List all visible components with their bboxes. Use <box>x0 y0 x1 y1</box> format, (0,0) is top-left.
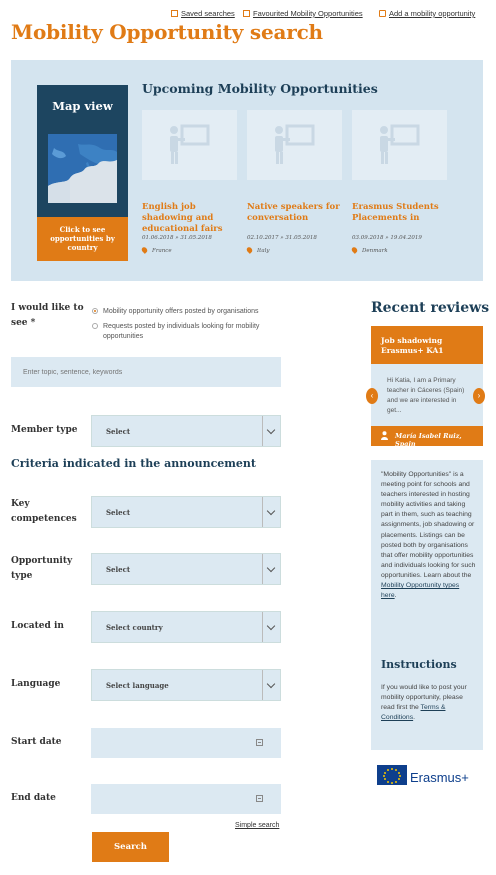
chevron-right-icon[interactable]: › <box>473 388 485 404</box>
terms-link[interactable]: Terms & Conditions <box>381 704 446 722</box>
opportunity-country: Italy <box>247 247 270 254</box>
opportunity-card-3[interactable] <box>352 110 447 254</box>
calendar-icon[interactable] <box>256 739 263 746</box>
end-date-input[interactable] <box>91 784 281 814</box>
presentation-icon <box>142 110 237 180</box>
radio-offers[interactable]: Mobility opportunity offers posted by organisations <box>92 307 292 317</box>
review-title[interactable]: Job shadowing Erasmus+ KA1 <box>371 326 483 364</box>
opportunity-title[interactable]: Erasmus Students Placements in <box>352 202 439 223</box>
member-type-select[interactable]: Select <box>91 415 281 447</box>
chevron-down-icon <box>262 497 280 527</box>
radio-button[interactable] <box>92 323 98 329</box>
criteria-heading: Criteria indicated in the announcement <box>11 457 256 470</box>
upcoming-banner <box>11 60 483 281</box>
map-cta-button[interactable]: Click to see opportunities by country <box>37 217 128 261</box>
end-date-label: End date <box>11 793 56 803</box>
map-view-title: Map view <box>52 99 113 113</box>
location-pin-icon <box>246 246 254 254</box>
opportunity-card-2[interactable] <box>247 110 342 254</box>
simple-search-link[interactable]: Simple search <box>235 822 280 829</box>
chevron-down-icon <box>262 612 280 642</box>
calendar-icon[interactable] <box>256 795 263 802</box>
presentation-icon <box>247 110 342 180</box>
key-competences-label: Key competences <box>11 499 77 524</box>
europe-map-image <box>48 134 117 203</box>
opportunity-types-link[interactable]: Mobility Opportunity types here <box>381 582 460 600</box>
chevron-down-icon <box>262 670 280 700</box>
review-author: María Isabel Ruiz, Spain <box>371 426 483 446</box>
add-opportunity-link[interactable]: Add a mobility opportunity <box>379 9 475 18</box>
search-button[interactable]: Search <box>92 832 169 862</box>
edit-icon <box>379 10 386 17</box>
radio-requests[interactable]: Requests posted by individuals looking for mobility opportunities <box>92 322 272 342</box>
opportunity-dates: 02.10.2017 » 31.05.2018 <box>247 235 317 241</box>
opportunity-dates: 03.09.2018 » 19.04.2019 <box>352 235 422 241</box>
chevron-down-icon <box>262 416 280 446</box>
opportunity-card-1[interactable] <box>142 110 237 254</box>
opportunity-country: France <box>142 247 172 254</box>
keyword-search-input[interactable] <box>11 357 281 387</box>
chevron-left-icon[interactable]: ‹ <box>366 388 378 404</box>
opportunity-type-label: Opportunity type <box>11 556 73 581</box>
review-card[interactable] <box>371 326 483 446</box>
info-text: "Mobility Opportunities" is a meeting point for schools and teachers interested in hosting mobility activities and taking part in them, such as teaching assignments, job shadowing or placements. Listings can be posted both by organisations that offer mobility opportunities and individuals looking for such opportunities. Learn about the Mobility Opportunity types here. <box>381 471 476 600</box>
review-body: Hi Katia, I am a Primary teacher in Cáceres (Spain) and we are interested in get... <box>387 377 465 414</box>
key-competences-select[interactable]: Select <box>91 496 281 528</box>
info-panel <box>371 460 483 750</box>
upcoming-title: Upcoming Mobility Opportunities <box>142 81 378 96</box>
chevron-down-icon <box>262 554 280 584</box>
start-date-input[interactable] <box>91 728 281 758</box>
opportunity-title[interactable]: Native speakers for conversation <box>247 202 340 223</box>
user-icon <box>381 431 388 440</box>
opportunity-title[interactable]: English job shadowing and educational fairs <box>142 202 223 234</box>
favourited-opportunities-link[interactable]: Favourited Mobility Opportunities <box>243 9 363 18</box>
opportunity-country: Denmark <box>352 247 388 254</box>
presentation-icon <box>352 110 447 180</box>
opportunity-type-select[interactable]: Select <box>91 553 281 585</box>
language-select[interactable]: Select language <box>91 669 281 701</box>
recent-reviews-title: Recent reviews <box>371 300 490 316</box>
member-type-label: Member type <box>11 425 78 435</box>
saved-searches-link[interactable]: Saved searches <box>171 9 235 18</box>
see-label: I would like to see * <box>11 303 84 328</box>
eu-flag-icon <box>377 765 407 785</box>
erasmus-logo: Erasmus+ <box>410 770 469 785</box>
language-label: Language <box>11 679 61 689</box>
star-icon <box>243 10 250 17</box>
location-pin-icon <box>141 246 149 254</box>
page-title: Mobility Opportunity search <box>11 20 323 44</box>
map-view-card[interactable] <box>37 85 128 261</box>
country-select[interactable]: Select country <box>91 611 281 643</box>
start-date-label: Start date <box>11 737 62 747</box>
opportunity-dates: 01.06.2018 » 31.05.2018 <box>142 235 212 241</box>
located-in-label: Located in <box>11 621 64 631</box>
bookmark-icon <box>171 10 178 17</box>
location-pin-icon <box>351 246 359 254</box>
radio-button-selected[interactable] <box>92 308 98 314</box>
instructions-title: Instructions <box>381 658 457 671</box>
instructions-text: If you would like to post your mobility opportunity, please read first the Terms & Conditions. <box>381 684 467 722</box>
